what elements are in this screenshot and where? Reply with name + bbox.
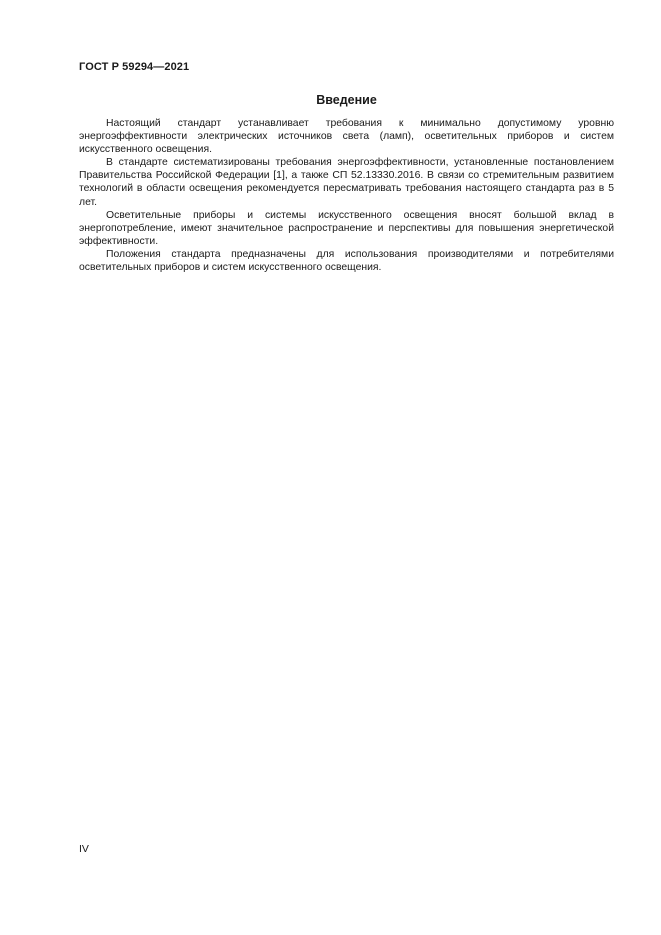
- paragraph: Положения стандарта предназначены для использования производителями и потребителями осветительных приборов и систем искусственного освещения.: [79, 248, 614, 274]
- section-title: Введение: [316, 93, 377, 107]
- paragraph: Настоящий стандарт устанавливает требования к минимально допустимому уровню энергоэффективности электрических источников света (ламп), осветительных приборов и систем искусственного освещения.: [79, 118, 614, 156]
- page-number: IV: [79, 843, 89, 855]
- section-body: [79, 117, 614, 274]
- paragraph: В стандарте систематизированы требования энергоэффективности, установленные постановлением Правительства Российской Федерации [1], а также СП 52.13330.2016. В связи со стремительным развитием технологий в области освещения рекомендуется пересматривать требования настоящего стандарта раз в 5 лет.: [79, 157, 614, 208]
- paragraph: Осветительные приборы и системы искусственного освещения вносят большой вклад в энергопотребление, имеют значительное распространение и перспективы для повышения энергетической эффективности.: [79, 209, 614, 247]
- standard-code: ГОСТ Р 59294—2021: [79, 61, 190, 73]
